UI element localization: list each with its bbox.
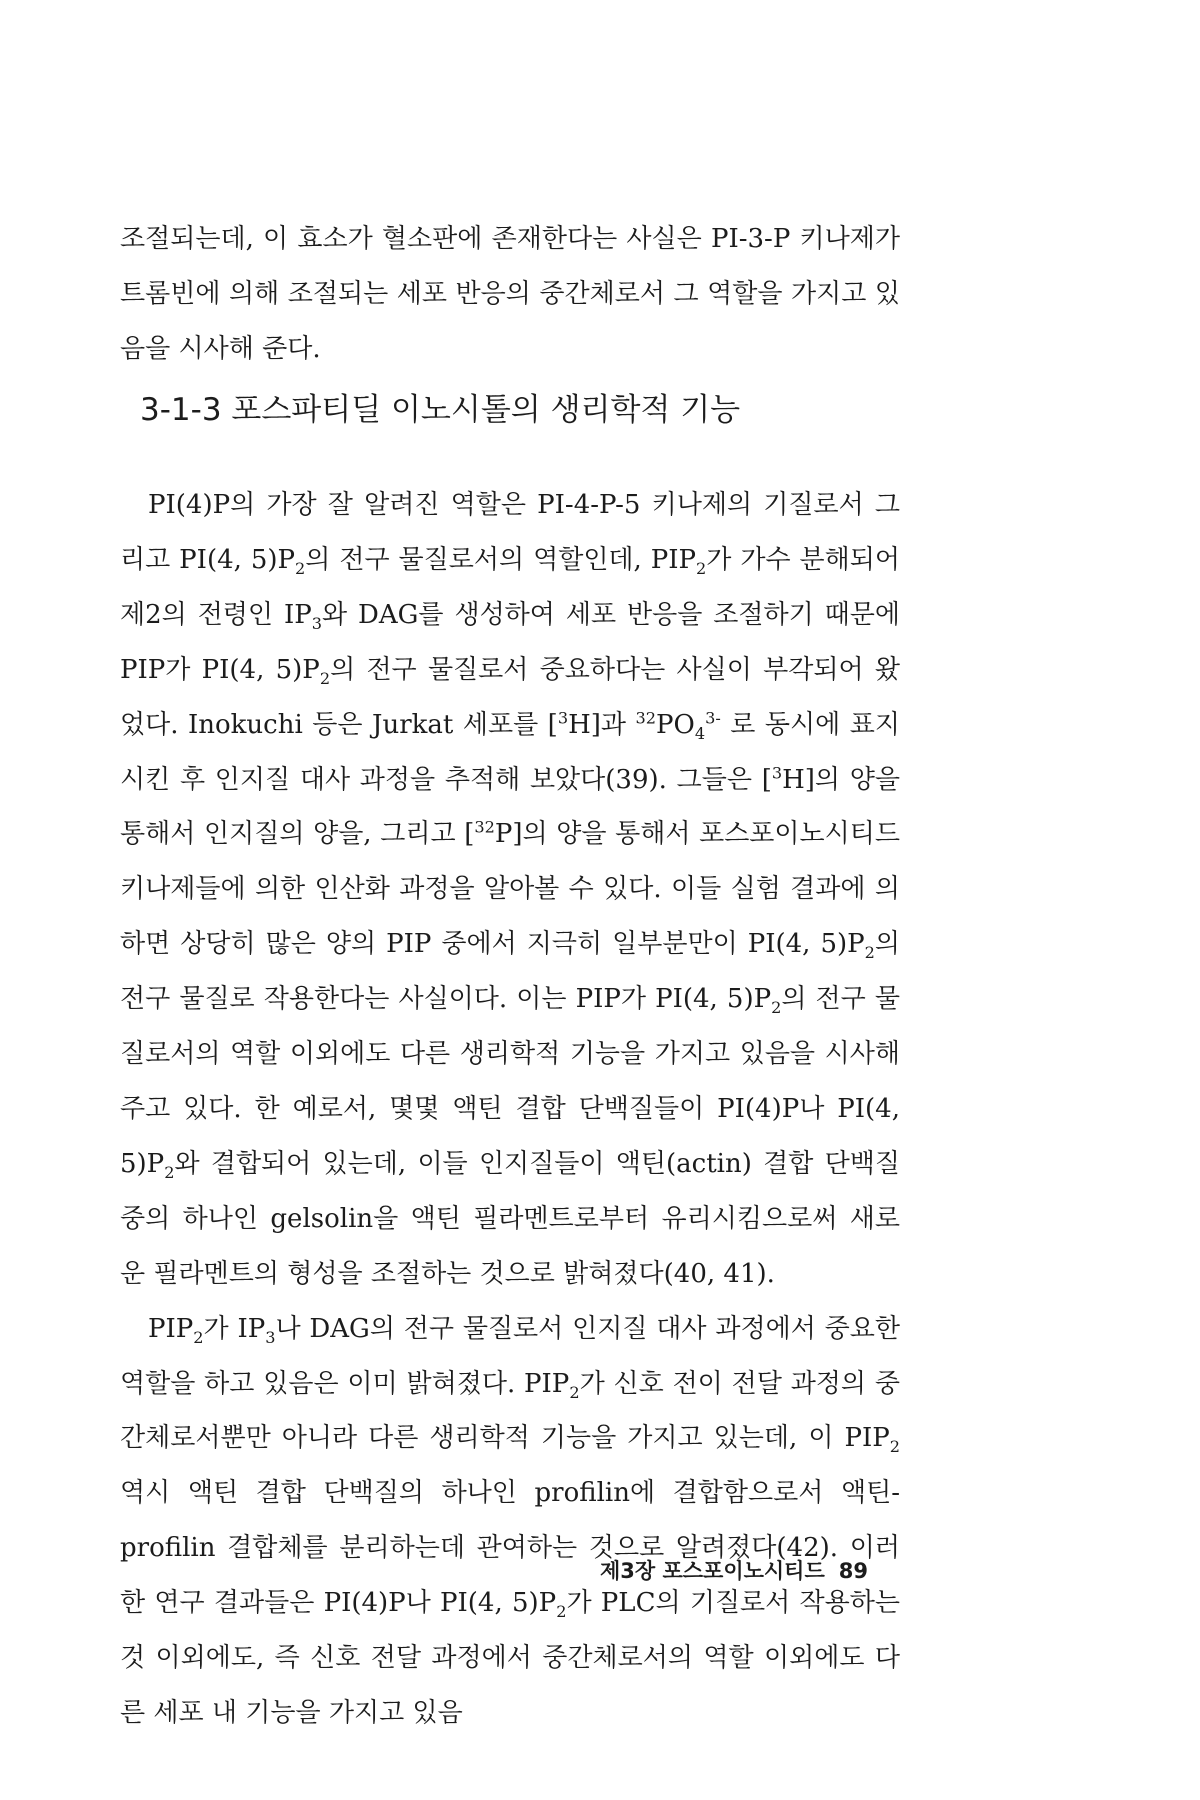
superscript: 3: [771, 762, 783, 782]
text-run: 나 DAG의 전구 물질로서 인지질 대사 과정에서 중요한 역할을 하고 있음은 이미 밝혀졌다. PIP: [120, 1313, 900, 1399]
text-run: 의 전구 물질로서의 역할인데, PIP: [305, 544, 697, 575]
text-run: 역시 액틴 결합 단백질의 하나인 profilin에 결합함으로서 액틴-profilin 결합체를 분리하는데 관여하는 것으로 알려졌다(42). 이러한 연구 결과들은 PI(4)P나 PI(4, 5)P: [120, 1478, 900, 1619]
subscript: 2: [569, 1382, 580, 1402]
body-text: [120, 478, 900, 1741]
superscript: 32: [635, 707, 657, 727]
text-run: 가 신호 전이 전달 과정의 중간체로서뿐만 아니라 다른 생리학적 기능을 가지고 있는데, 이 PIP: [120, 1368, 900, 1454]
text-run: 의 전구 물질로서의 역할 이외에도 다른 생리학적 기능을 가지고 있음을 시사해 주고 있다. 한 예로서, 몇몇 액틴 결합 단백질들이 PI(4)P나 PI(4, 5)P: [120, 984, 900, 1179]
subscript: 2: [864, 943, 875, 963]
section-title: 포스파티딜 이노시톨의 생리학적 기능: [231, 392, 741, 428]
footer-chapter: 제3장 포스포이노시티드: [599, 1559, 825, 1583]
text-run: 가 PLC의 기질로서 작용하는 것 이외에도, 즉 신호 전달 과정에서 중간체로서의 역할 이외에도 다른 세포 내 기능을 가지고 있음: [120, 1588, 901, 1728]
superscript: 32: [474, 817, 495, 837]
text-run: PI(4)P의 가장 잘 알려진 역할은 PI-4-P-5 키나제의 기질로서 그리고 PI(4, 5)P: [120, 490, 900, 575]
text-run: P]의 양을 통해서 포스포이노시티드 키나제들에 의한 인산화 과정을 알아볼 수 있다. 이들 실험 결과에 의하면 상당히 많은 양의 PIP 중에서 지극히 일부분만이 PI(4, 5)P: [120, 819, 901, 960]
text-run: 가 가수 분해되어 제2의 전령인 IP: [120, 544, 901, 630]
text-run: 로 동시에 표지시킨 후 인지질 대사 과정을 추적해 보았다(39). 그들은 [: [120, 709, 900, 795]
section-number: 3-1-3: [140, 392, 222, 428]
top-paragraph: 조절되는데, 이 효소가 혈소판에 존재한다는 사실은 PI-3-P 키나제가 트롬빈에 의해 조절되는 세포 반응의 중간체로서 그 역할을 가지고 있음을 시사해 준다.: [120, 224, 900, 364]
section-heading: [140, 388, 900, 432]
subscript: 2: [771, 998, 782, 1018]
superscript: 3: [557, 707, 569, 727]
subscript: 4: [694, 723, 706, 743]
text-run: PO: [656, 709, 695, 740]
page-footer: [0, 1556, 868, 1586]
subscript: 2: [556, 1602, 567, 1622]
subscript: 3: [265, 1327, 276, 1347]
subscript: 2: [295, 559, 306, 579]
text-run: 의 전구 물질로 작용한다는 사실이다. 이는 PIP가 PI(4, 5)P: [120, 929, 900, 1015]
subscript: 2: [889, 1437, 900, 1457]
text-run: 가 IP: [203, 1313, 266, 1344]
text-run: 와 결합되어 있는데, 이들 인지질들이 액틴(actin) 결합 단백질 중의 하나인 gelsolin을 액틴 필라멘트로부터 유리시킴으로써 새로운 필라멘트의 형성을 조절하는 것으로 밝혀졌다(40, 41).: [120, 1148, 900, 1289]
subscript: 2: [696, 559, 707, 579]
subscript: 3: [311, 614, 322, 633]
subscript: 2: [319, 668, 331, 688]
paragraph-1: [120, 478, 900, 1302]
superscript: 3-: [705, 707, 721, 727]
text-run: 의 전구 물질로서 중요하다는 사실이 부각되어 왔었다. Inokuchi 등은 Jurkat 세포를 [: [120, 654, 900, 740]
paragraph-2: [120, 1302, 900, 1741]
subscript: 2: [193, 1327, 204, 1347]
text-run: PIP: [148, 1313, 194, 1344]
subscript: 2: [164, 1163, 175, 1183]
page-number: 89: [838, 1559, 868, 1583]
text-run: 와 DAG를 생성하여 세포 반응을 조절하기 때문에 PIP가 PI(4, 5)P: [120, 599, 900, 685]
text-run: H]과: [568, 709, 636, 740]
text-run: H]의 양을 통해서 인지질의 양을, 그리고 [: [120, 764, 900, 850]
